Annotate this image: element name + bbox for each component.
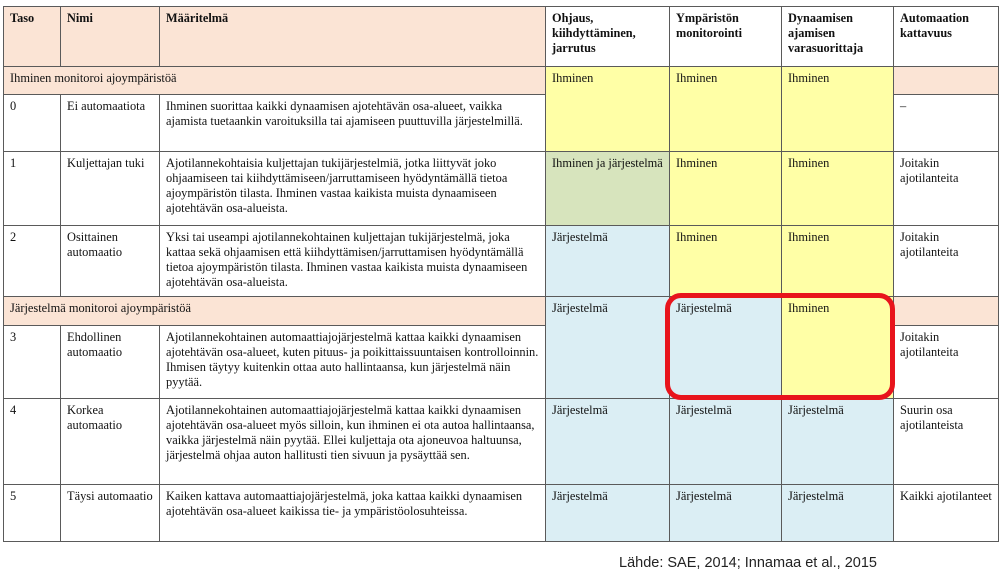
row-5-dynaaminen: Järjestelmä <box>782 485 894 542</box>
row-2-ohjaus: Järjestelmä <box>546 226 670 297</box>
header-kattavuus: Automaation kattavuus <box>894 6 999 67</box>
row-3-kattavuus: Joitakin ajotilanteita <box>894 326 999 399</box>
row-0-kattavuus: – <box>894 95 999 152</box>
row-5-ohjaus: Järjestelmä <box>546 485 670 542</box>
section-system-ymparisto: Järjestelmä <box>670 297 782 399</box>
header-taso: Taso <box>3 6 61 67</box>
row-1-kattavuus: Joitakin ajotilanteita <box>894 152 999 226</box>
row-3-taso: 3 <box>3 326 61 399</box>
row-2-dynaaminen: Ihminen <box>782 226 894 297</box>
row-0-nimi: Ei automaatiota <box>61 95 160 152</box>
row-2-nimi: Osittainen automaatio <box>61 226 160 297</box>
row-1-nimi: Kuljettajan tuki <box>61 152 160 226</box>
section-human-ohjaus: Ihminen <box>546 67 670 152</box>
header-dynaaminen: Dynaamisen ajamisen varasuorittaja <box>782 6 894 67</box>
header-nimi: Nimi <box>61 6 160 67</box>
row-3-maaritelma: Ajotilannekohtainen automaattiajojärjestelmä kattaa kaikki dynaamisen ajotehtävän osa-alueet, kuten pituus- ja poikittaissuuntaisen kontrolloinnin. Ihmisen täytyy kuitenkin ottaa auto hallintaansa, kun järjestelmä näin pyytää. <box>160 326 546 399</box>
section-system-ohjaus: Järjestelmä <box>546 297 670 399</box>
row-5-nimi: Täysi automaatio <box>61 485 160 542</box>
row-4-maaritelma: Ajotilannekohtainen automaattiajojärjestelmä kattaa kaikki dynaamisen ajotehtävän osa-alueet myös silloin, kun ihminen ei ota autoa hallintaansa, vaikka järjestelmä näin pyytää. Ellei kuljettaja ota ajoneuvoa haltuunsa, järjestelmä ohjaa auton hallitusti tien sivuun ja pysäyttää sen. <box>160 399 546 485</box>
row-5-ymparisto: Järjestelmä <box>670 485 782 542</box>
row-0-taso: 0 <box>3 95 61 152</box>
row-3-nimi: Ehdollinen automaatio <box>61 326 160 399</box>
row-4-ymparisto: Järjestelmä <box>670 399 782 485</box>
section-system-kattavuus <box>894 297 999 326</box>
section-system-dynaaminen: Ihminen <box>782 297 894 399</box>
section-label-human: Ihminen monitoroi ajoympäristöä <box>3 67 546 95</box>
row-0-maaritelma: Ihminen suorittaa kaikki dynaamisen ajotehtävän osa-alueet, vaikka ajamista tuetaankin varoituksilla tai ajamiseen puuttuvilla järjestelmillä. <box>160 95 546 152</box>
row-1-maaritelma: Ajotilannekohtaisia kuljettajan tukijärjestelmiä, jotka liittyvät joko ohjaamiseen tai kiihdyttämiseen/jarruttamiseen hyödyntämällä tietoa ajoympäristön tilasta. Ihminen vastaa kaikista muista dynaamiseen ajotehtävän osa-alueista. <box>160 152 546 226</box>
section-human-ymparisto: Ihminen <box>670 67 782 152</box>
row-5-taso: 5 <box>3 485 61 542</box>
row-2-maaritelma: Yksi tai useampi ajotilannekohtainen kuljettajan tukijärjestelmä, joka kattaa sekä ohjaamisen että kiihdyttämisen/jarruttamisen hyödyntämällä tietoa ajoympäristön tilasta. Ihminen vastaa kaikista muista dynaamiseen ajotehtävän osa-alueista. <box>160 226 546 297</box>
row-2-taso: 2 <box>3 226 61 297</box>
section-human-dynaaminen: Ihminen <box>782 67 894 152</box>
row-4-nimi: Korkea automaatio <box>61 399 160 485</box>
header-ohjaus: Ohjaus, kiihdyttäminen, jarrutus <box>546 6 670 67</box>
row-1-ymparisto: Ihminen <box>670 152 782 226</box>
row-5-maaritelma: Kaiken kattava automaattiajojärjestelmä, joka kattaa kaikki dynaamisen ajotehtävän osa-alueet kaikissa tie- ja ympäristöolosuhteissa. <box>160 485 546 542</box>
header-maaritelma: Määritelmä <box>160 6 546 67</box>
row-2-kattavuus: Joitakin ajotilanteita <box>894 226 999 297</box>
source-citation: Lähde: SAE, 2014; Innamaa et al., 2015 <box>619 555 877 571</box>
section-human-kattavuus <box>894 67 999 95</box>
automation-levels-table <box>3 6 999 546</box>
row-1-dynaaminen: Ihminen <box>782 152 894 226</box>
row-5-kattavuus: Kaikki ajotilanteet <box>894 485 999 542</box>
row-2-ymparisto: Ihminen <box>670 226 782 297</box>
row-4-kattavuus: Suurin osa ajotilanteista <box>894 399 999 485</box>
header-ymparisto: Ympäristön monitorointi <box>670 6 782 67</box>
row-4-ohjaus: Järjestelmä <box>546 399 670 485</box>
section-label-system: Järjestelmä monitoroi ajoympäristöä <box>3 297 546 326</box>
row-4-taso: 4 <box>3 399 61 485</box>
row-1-taso: 1 <box>3 152 61 226</box>
row-4-dynaaminen: Järjestelmä <box>782 399 894 485</box>
row-1-ohjaus: Ihminen ja järjestelmä <box>546 152 670 226</box>
